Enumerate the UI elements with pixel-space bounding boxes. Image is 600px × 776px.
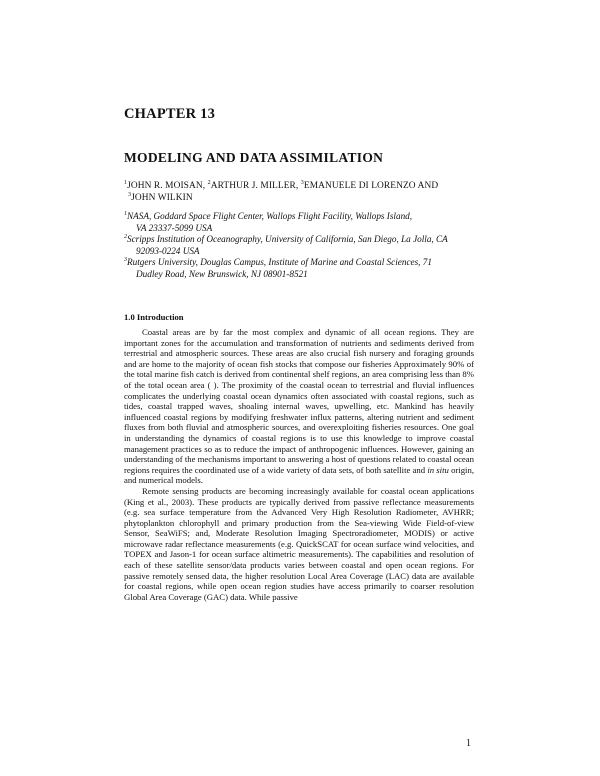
affiliation-2 bbox=[124, 234, 484, 257]
author-superscript: 3 bbox=[128, 191, 132, 198]
paragraph-1 bbox=[124, 327, 474, 486]
author-superscript: 3 bbox=[300, 179, 304, 186]
author-line-1 bbox=[124, 180, 484, 192]
paragraph-2: Remote sensing products are becoming increasingly available for coastal ocean applications (King et al., 2003). These products are typically derived from passive reflectance measurements (e.g. sea surface temperature from the Advanced Very High Resolution Radiometer, AVHRR; phytoplankton chlorophyll and primary production from the Sea-viewing Wide Field-of-view Sensor, SeaWiFS; and, Moderate Resolution Imaging Spectroradiometer, MODIS) or active microwave radar reflectance measurements (e.g. QuickSCAT for ocean surface wind velocities, and TOPEX and Jason-1 for ocean surface altimetric measurements). The capabilities and resolution of each of these satellite sensor/data products varies between coastal and open ocean regions. For passive remotely sensed data, the higher resolution Local Area Coverage (LAC) data are available for coastal regions, while open ocean region studies have access primarily to coarser resolution Global Area Coverage (GAC) data. While passive bbox=[124, 485, 474, 602]
paragraph-1-italic: in situ bbox=[427, 464, 449, 475]
affiliation-superscript: 3 bbox=[124, 257, 127, 264]
body-text bbox=[124, 327, 474, 602]
paragraph-1-text: Coastal areas are by far the most complex and dynamic of all ocean regions. They are important zones for the accumulation and transformation of nutrients and sediments derived from terrestrial and atmospheric sources. These areas are also crucial fish nursery and foraging grounds and are home to the majority of ocean fish stocks that compose our fisheries Approximately 90% of the total marine fish catch is derived from continental shelf regions, an area comprising less than 8% of the total ocean area ( ). The proximity of the coastal ocean to terrestrial and fluvial influences complicates the underlying coastal ocean dynamics often associated with coastal regions, such as tides, coastal trapped waves, shoaling internal waves, upwelling, etc. Mankind has heavily influenced coastal regions by modifying freshwater influx patterns, altering nutrient and sediment fluxes from both fluvial and atmospheric sources, and overexploiting fisheries resources. One goal in understanding the dynamics of coastal regions is to use this knowledge to improve coastal management practices so as to reduce the impact of anthropogenic influences. However, gaining an understanding of the mechanisms important to answering a host of questions related to coastal ocean regions requires the coordinated use of a wide variety of data sets, of both satellite and bbox=[124, 327, 474, 475]
affiliation-text-continued: 92093-0224 USA bbox=[136, 245, 200, 256]
affiliation-text-continued: VA 23337-5099 USA bbox=[136, 222, 213, 233]
author-name: JOHN WILKIN bbox=[131, 193, 193, 203]
affiliation-text-continued: Dudley Road, New Brunswick, NJ 08901-8521 bbox=[136, 268, 308, 279]
affiliation-1 bbox=[124, 211, 484, 234]
chapter-title: MODELING AND DATA ASSIMILATION bbox=[124, 150, 384, 165]
section-heading: 1.0 Introduction bbox=[124, 312, 184, 322]
affiliation-3 bbox=[124, 257, 484, 280]
affiliation-list bbox=[124, 211, 484, 281]
affiliation-text: Rutgers University, Douglas Campus, Institute of Marine and Coastal Sciences, 71 bbox=[127, 257, 432, 268]
paragraph-1-end: origin, and numerical models. bbox=[124, 464, 474, 486]
author-superscript: 2 bbox=[207, 179, 211, 186]
page-number: 1 bbox=[466, 738, 471, 749]
author-superscript: 1 bbox=[124, 179, 128, 186]
author-name: ARTHUR J. MILLER, bbox=[210, 181, 301, 191]
author-name: JOHN R. MOISAN, bbox=[127, 181, 208, 191]
affiliation-superscript: 2 bbox=[124, 234, 127, 241]
author-name: EMANUELE DI LORENZO AND bbox=[303, 181, 439, 191]
chapter-heading: CHAPTER 13 bbox=[124, 106, 216, 122]
affiliation-text: Scripps Institution of Oceanography, University of California, San Diego, La Jolla, CA bbox=[127, 234, 448, 245]
author-line-2 bbox=[124, 192, 484, 204]
affiliation-superscript: 1 bbox=[124, 210, 127, 217]
affiliation-text: NASA, Goddard Space Flight Center, Wallops Flight Facility, Wallops Island, bbox=[127, 211, 413, 221]
author-list bbox=[124, 180, 484, 204]
